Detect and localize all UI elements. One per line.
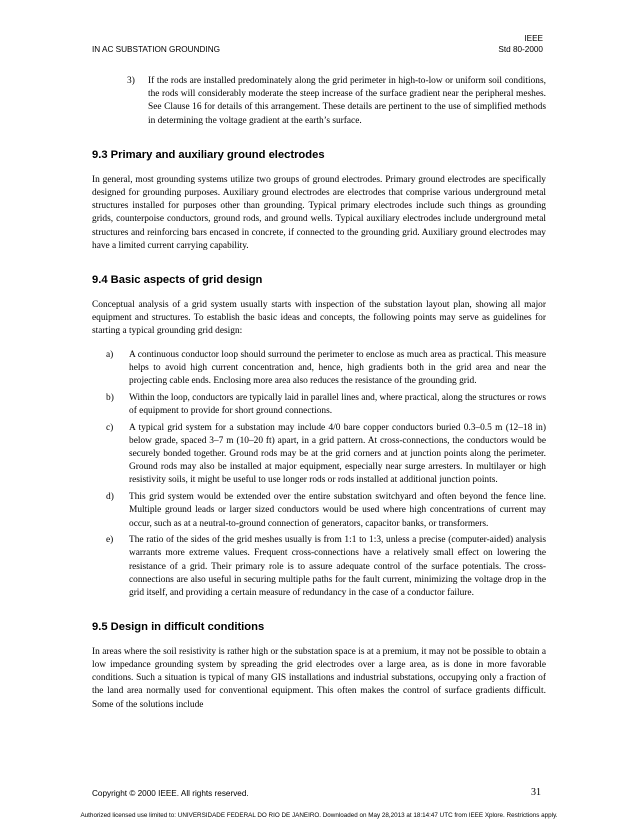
list-marker: b) [106, 392, 114, 403]
list-item [92, 491, 546, 531]
list-item-text: If the rods are installed predominately along the grid perimeter in high-to-low or uniform soil conditions, the rods will considerably moderate the steep increase of the surface gradient near the peripheral meshes. See Clause 16 for details of this arrangement. These details are pertinent to the use of simplified methods in determining the voltage gradient at the earth’s surface. [148, 76, 546, 126]
license-notice: Authorized licensed use limited to: UNIVERSIDADE FEDERAL DO RIO DE JANEIRO. Downloaded on May 28,2013 at 18:14:47 UTC from IEEE Xplore. Restrictions apply. [80, 812, 558, 819]
list-marker: c) [106, 422, 114, 433]
section-heading-9-3: 9.3 Primary and auxiliary ground electrodes [92, 148, 325, 161]
list-item-text: A typical grid system for a substation may include 4/0 bare copper conductors buried 0.3–0.5 m (12–18 in) below grade, spaced 3–7 m (10–20 ft) apart, in a grid pattern. At cross-connections, the conductors would be securely bonded together. Ground rods may be at the grid corners and at junction points along the perimeter. Ground rods may also be installed at major equipment, especially near surge arresters. In multilayer or high resistivity soils, it might be useful to use longer rods or rods installed at additional junction points. [129, 422, 546, 486]
list-item [92, 422, 546, 488]
list-marker: 3) [127, 76, 135, 86]
page-number: 31 [531, 787, 541, 798]
page-header-right [498, 33, 543, 55]
footer-copyright: Copyright © 2000 IEEE. All rights reserved. [92, 789, 249, 798]
list-marker: a) [106, 349, 114, 360]
list-item [111, 75, 546, 128]
section-heading-9-5: 9.5 Design in difficult conditions [92, 620, 265, 633]
grid-design-guidelines-list [92, 349, 546, 601]
list-marker: e) [106, 535, 114, 546]
list-item [92, 349, 546, 389]
header-running-title: IN AC SUBSTATION GROUNDING [92, 45, 220, 54]
header-standard-number: Std 80-2000 [498, 45, 543, 54]
section-9-4-paragraph: Conceptual analysis of a grid system usually starts with inspection of the substation layout plan, showing all major equipment and structures. To establish the basic ideas and concepts, the following points may serve as guidelines for starting a typical grounding grid design: [92, 300, 546, 337]
list-item [92, 392, 546, 418]
list-marker: d) [106, 492, 114, 503]
list-item-text: This grid system would be extended over the entire substation switchyard and often beyond the fence line. Multiple ground leads or larger sized conductors would be used where high concentrations of current may occur, such as at a neutral-to-ground connection of generators, capacitor banks, or transformers. [129, 492, 546, 529]
header-org: IEEE [524, 34, 543, 43]
section-9-3-paragraph: In general, most grounding systems utilize two groups of ground electrodes. Primary ground electrodes are specifically designed for grounding purposes. Auxiliary ground electrodes are electrodes that comprise various underground metal structures installed for purposes other than grounding. Typical primary electrodes include such things as grounding grids, counterpoise conductors, ground rods, and ground wells. Typical auxiliary electrodes include underground metal structures and reinforcing bars encased in concrete, if connected to the grounding grid. Auxiliary ground electrodes may have a limited current carrying capability. [92, 174, 546, 251]
section-9-5-paragraph: In areas where the soil resistivity is rather high or the substation space is at a premium, it may not be possible to obtain a low impedance grounding system by spreading the grid electrodes over a large area, as is done in more favorable conditions. Such a situation is typical of many GIS installations and industrial substations, occupying only a fraction of the land area normally used for conventional equipment. This often makes the control of surface gradients difficult. Some of the solutions include [92, 646, 546, 710]
list-item [92, 534, 546, 600]
list-item-text: A continuous conductor loop should surround the perimeter to enclose as much area as practical. This measure helps to avoid high current concentration and, hence, high gradients both in the grid area and near the projecting cable ends. Enclosing more area also reduces the resistance of the grounding grid. [129, 349, 546, 387]
section-heading-9-4: 9.4 Basic aspects of grid design [92, 274, 263, 287]
list-item-text: Within the loop, conductors are typically laid in parallel lines and, where practical, along the structures or rows of equipment to provide for short ground connections. [129, 392, 546, 416]
list-item-text: The ratio of the sides of the grid meshes usually is from 1:1 to 1:3, unless a precise (computer-aided) analysis warrants more extreme values. Frequent cross-connections have a relatively small effect on lowering the resistance of a grid. Their primary role is to assure adequate control of the surface potentials. The cross-connections are also useful in securing multiple paths for the fault current, minimizing the voltage drop in the grid itself, and providing a certain measure of redundancy in the case of a conductor failure. [129, 535, 546, 599]
page-content [92, 75, 546, 712]
